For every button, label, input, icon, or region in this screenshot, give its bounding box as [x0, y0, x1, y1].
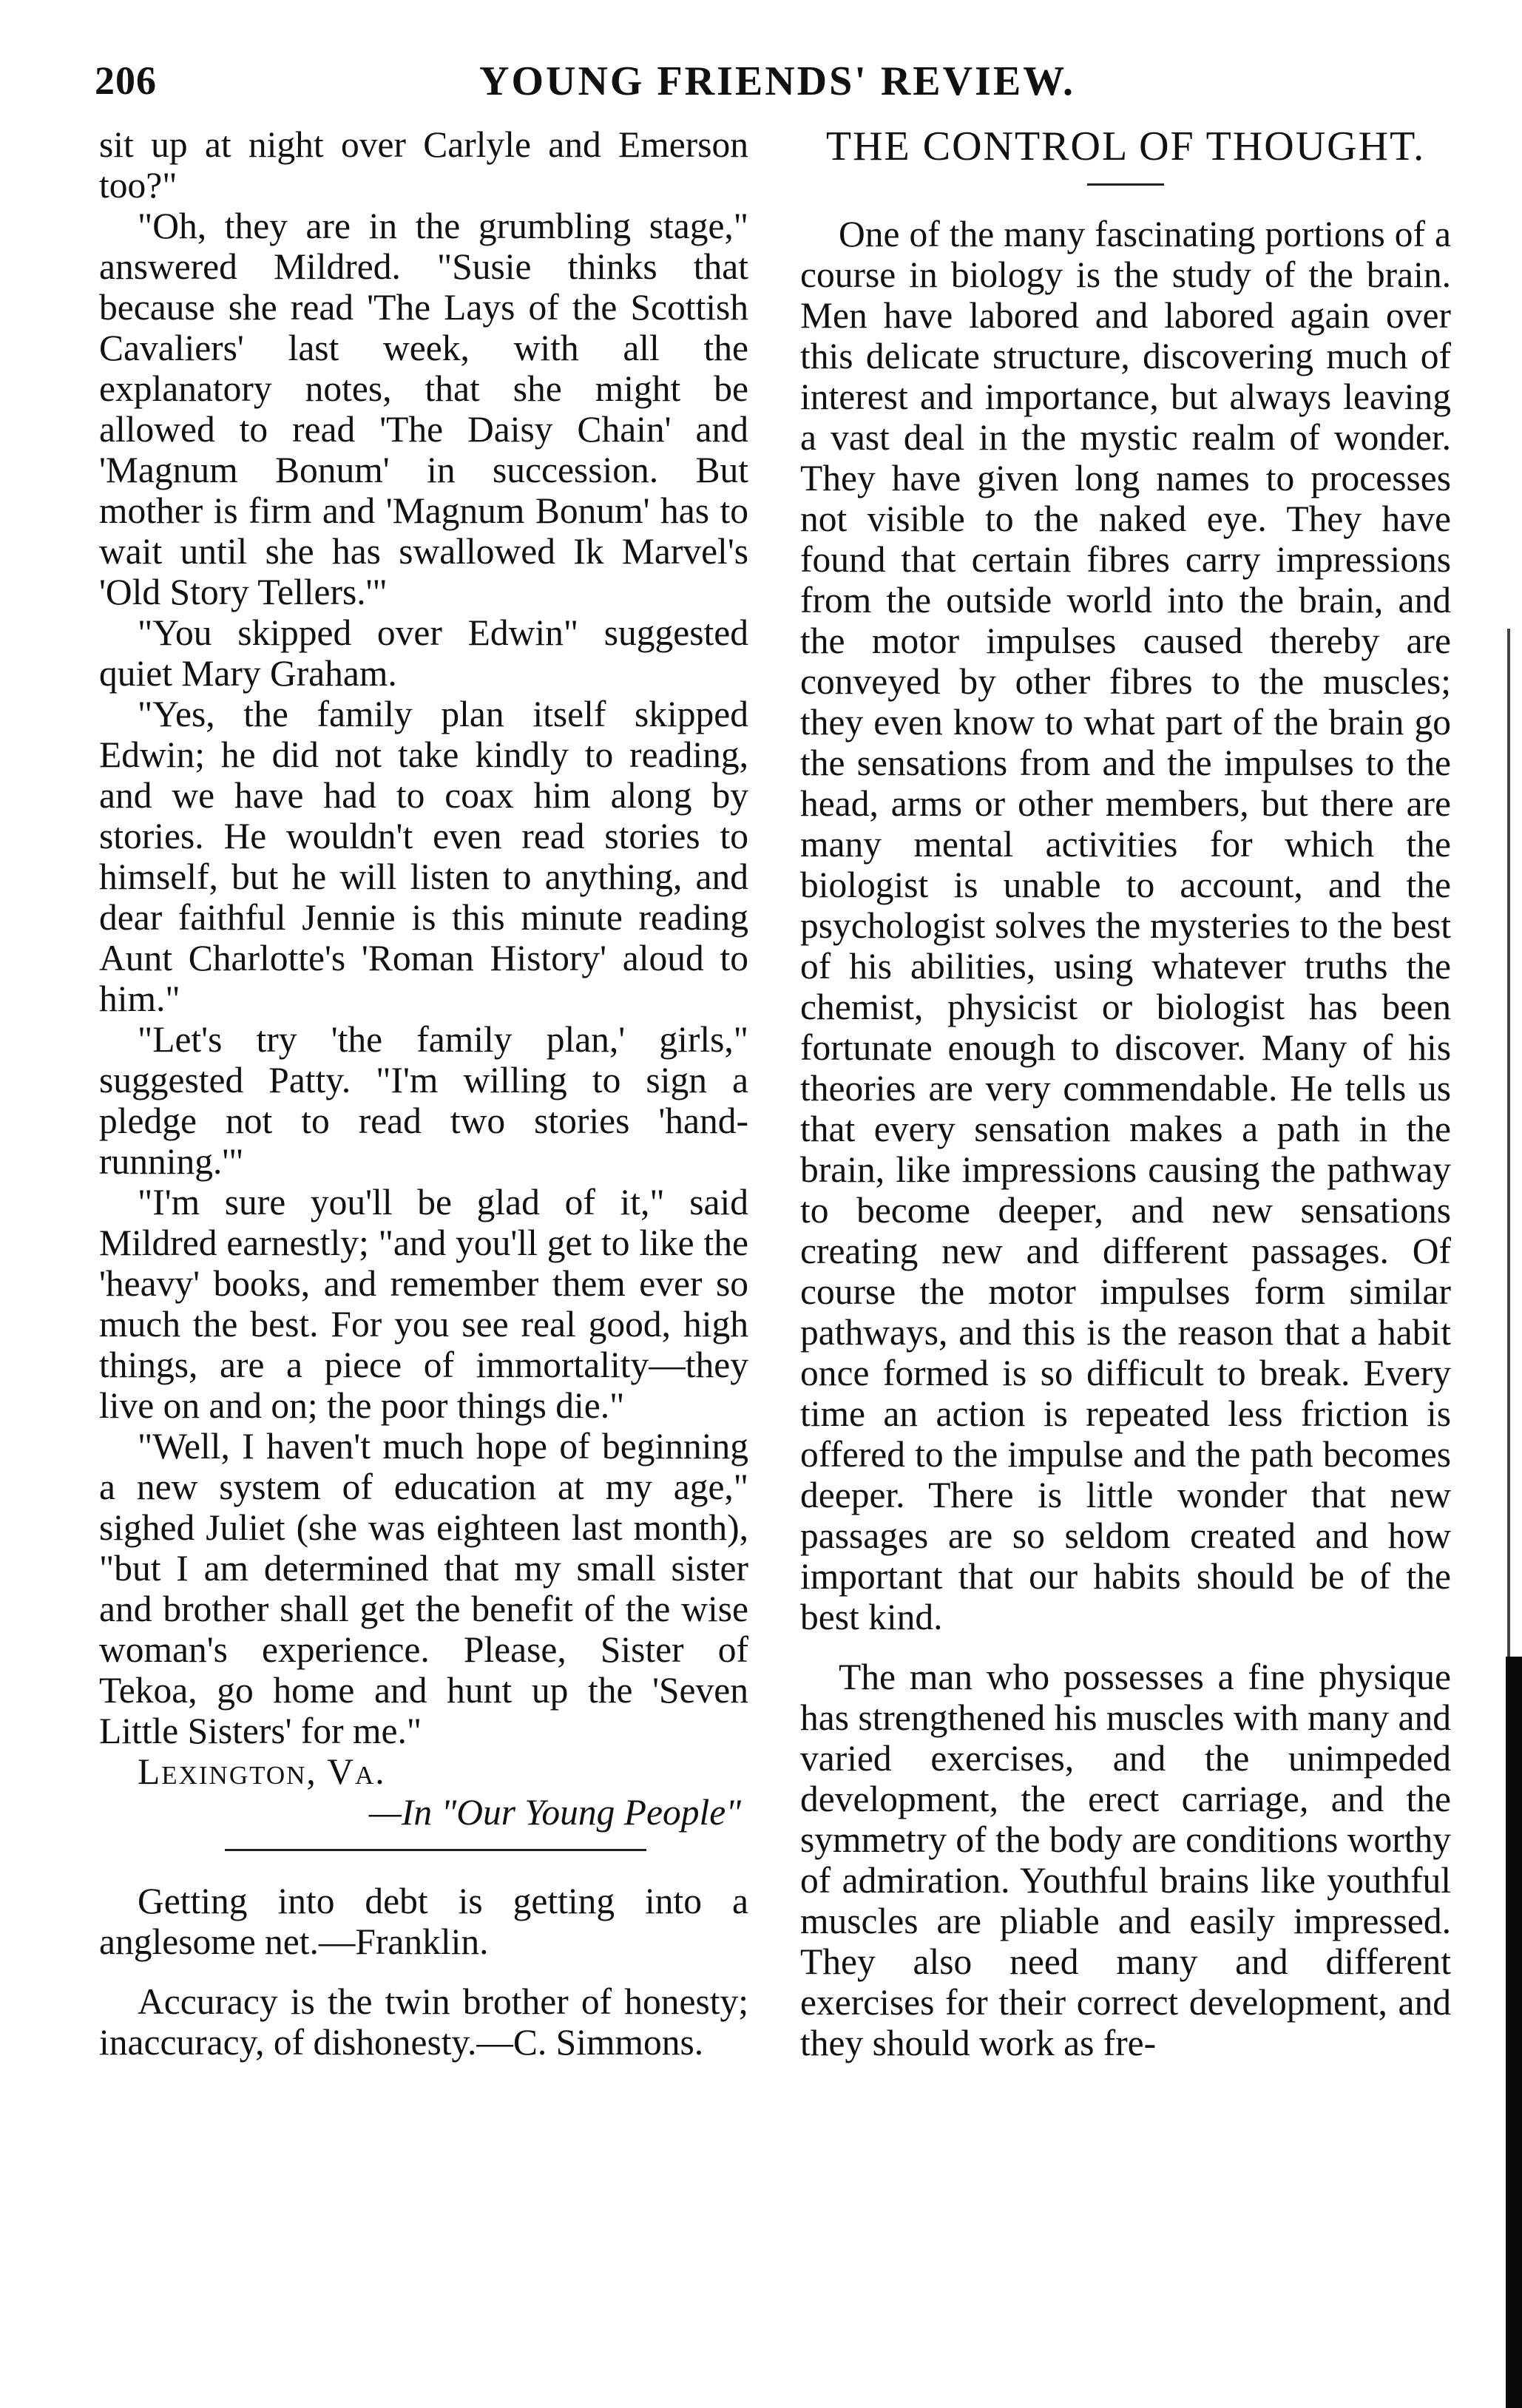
story-paragraph: "I'm sure you'll be glad of it," said Mildred earnestly; "and you'll get to like the 'heavy' books, and remember them ever so much the best. For you see real good, high things, are a piece of immortality—they live on and on; the poor things die.": [99, 1182, 748, 1426]
left-column: [99, 124, 748, 2063]
article-paragraph: The man who possesses a fine physique has strengthened his muscles with many and varied exercises, and the unimpeded development, the erect carriage, and the symmetry of the body are conditions worthy of admiration. Youthful brains like youthful muscles are pliable and easily impressed. They also need many and different exercises for their correct development, and they should work as fre-: [800, 1657, 1451, 2063]
article-title: THE CONTROL OF THOUGHT.: [825, 124, 1426, 169]
article-paragraph: One of the many fascinating portions of a course in biology is the study of the brain. Men have labored and labored again over this delicate structure, discovering much of interest and importance, but always leaving a vast deal in the mystic realm of wonder. They have given long names to processes not visible to the naked eye. They have found that certain fibres carry impressions from the outside world into the brain, and the motor impulses caused thereby are conveyed by other fibres to the muscles; they even know to what part of the brain go the sensations from and the impulses to the head, arms or other members, but there are many mental activities for which the biologist is unable to account, and the psychologist solves the mysteries to the best of his abilities, using whatever truths the chemist, physicist or biologist has been fortunate enough to discover. Many of his theories are very commendable. He tells us that every sensation makes a path in the brain, like impressions causing the pathway to become deeper, and new sensations creating new and different passages. Of course the motor impulses form similar pathways, and this is the reason that a habit once formed is so difficult to break. Every time an action is repeated less friction is offered to the impulse and the path becomes deeper. There is little wonder that new passages are so seldom created and how important that our habits should be of the best kind.: [800, 214, 1451, 1637]
section-divider: [225, 1849, 646, 1851]
quote-franklin: Getting into debt is getting into a anglesome net.—Franklin.: [99, 1881, 748, 1962]
story-place: Lexington, Va.: [138, 1751, 386, 1792]
page-header: [95, 52, 1441, 111]
story-paragraph: "Oh, they are in the grumbling stage," answered Mildred. "Susie thinks that because she read 'The Lays of the Scottish Cavaliers' last week, with all the explanatory notes, that she might be allowed to read 'The Daisy Chain' and 'Magnum Bonum' in succession. But mother is firm and 'Magnum Bonum' has to wait until she has swallowed Ik Marvel's 'Old Story Tellers.'": [99, 206, 748, 612]
story-paragraph: "Let's try 'the family plan,' girls," suggested Patty. "I'm willing to sign a pledge not to read two stories 'hand-running.'": [99, 1019, 748, 1182]
page-binding-edge: [1506, 1657, 1522, 2408]
page-binding-shadow: [1507, 629, 1510, 1664]
right-column: [800, 124, 1451, 2063]
story-paragraph: "Yes, the family plan itself skipped Edwin; he did not take kindly to reading, and we have had to coax him along by stories. He wouldn't even read stories to himself, but he will listen to anything, and dear faithful Jennie is this minute reading Aunt Charlotte's 'Roman History' aloud to him.": [99, 694, 748, 1019]
story-paragraph: "You skipped over Edwin" suggested quiet Mary Graham.: [99, 612, 748, 694]
running-title: YOUNG FRIENDS' REVIEW.: [479, 58, 1076, 104]
story-source: —In "Our Young People": [368, 1792, 741, 1833]
story-paragraph: "Well, I haven't much hope of beginning a new system of education at my age," sighed Juliet (she was eighteen last month), "but I am determined that my small sister and brother shall get the benefit of the wise woman's experience. Please, Sister of Tekoa, go home and hunt up the 'Seven Little Sisters' for me.": [99, 1426, 748, 1751]
page-number: 206: [95, 58, 157, 103]
quote-simmons: Accuracy is the twin brother of honesty; inaccuracy, of dishonesty.—C. Simmons.: [99, 1981, 748, 2063]
title-divider: [1087, 183, 1164, 186]
story-paragraph: sit up at night over Carlyle and Emerson too?": [99, 124, 748, 206]
